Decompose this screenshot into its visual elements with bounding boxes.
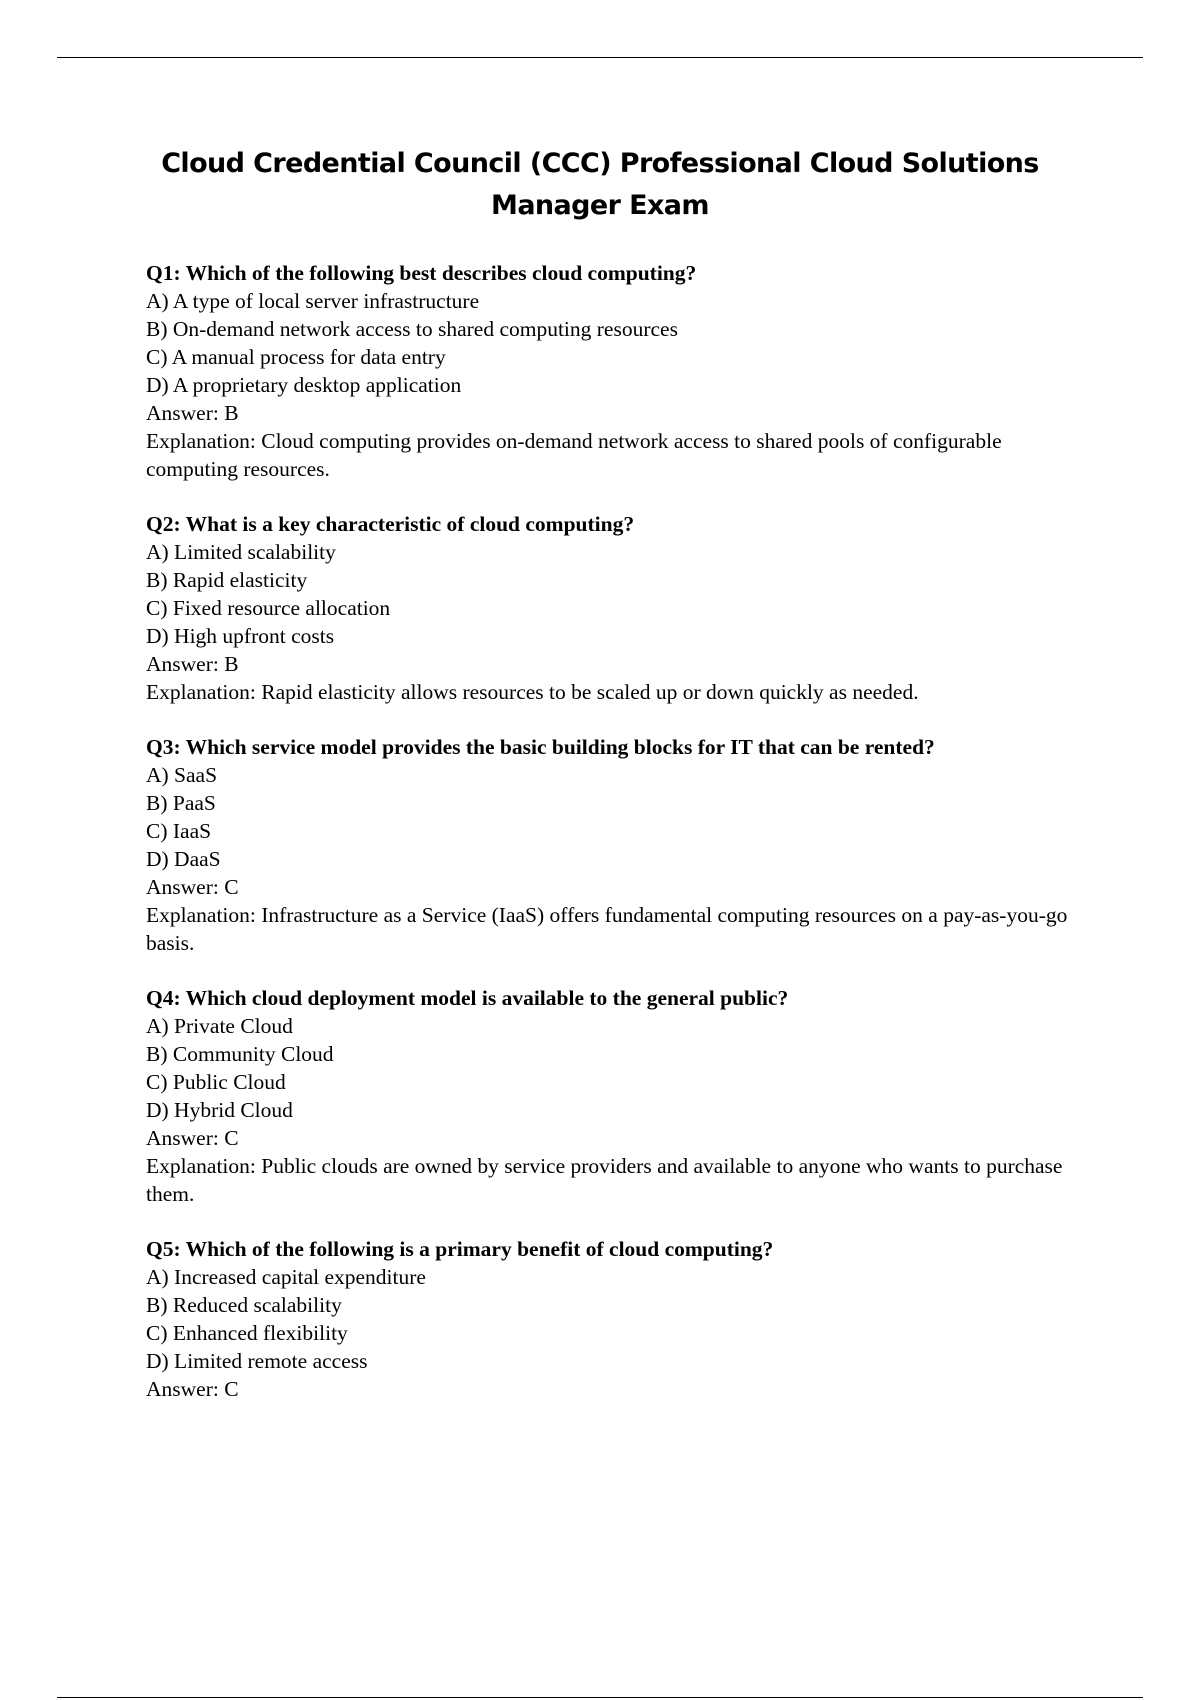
answer: Answer: C bbox=[146, 875, 239, 899]
question-text: Q2: What is a key characteristic of cloud computing? bbox=[146, 512, 635, 536]
option-b: B) Reduced scalability bbox=[146, 1293, 342, 1317]
explanation: Explanation: Public clouds are owned by service providers and available to anyone who wants to purchase them. bbox=[146, 1154, 1063, 1206]
explanation: Explanation: Cloud computing provides on-demand network access to shared pools of configurable computing resources. bbox=[146, 429, 1002, 481]
option-a: A) A type of local server infrastructure bbox=[146, 289, 480, 313]
answer: Answer: C bbox=[146, 1126, 239, 1150]
option-d: D) DaaS bbox=[146, 847, 221, 871]
top-rule bbox=[57, 57, 1143, 58]
option-a: A) Increased capital expenditure bbox=[146, 1265, 426, 1289]
question-block bbox=[146, 510, 1096, 706]
option-c: C) IaaS bbox=[146, 819, 212, 843]
answer: Answer: C bbox=[146, 1377, 239, 1401]
option-a: A) Limited scalability bbox=[146, 540, 336, 564]
option-b: B) PaaS bbox=[146, 791, 216, 815]
question-text: Q5: Which of the following is a primary benefit of cloud computing? bbox=[146, 1237, 774, 1261]
option-d: D) A proprietary desktop application bbox=[146, 373, 462, 397]
bottom-rule bbox=[57, 1697, 1143, 1698]
question-text: Q4: Which cloud deployment model is available to the general public? bbox=[146, 986, 789, 1010]
option-c: C) Fixed resource allocation bbox=[146, 596, 391, 620]
document-title: Cloud Credential Council (CCC) Professional Cloud Solutions Manager Exam bbox=[161, 148, 1039, 221]
option-a: A) SaaS bbox=[146, 763, 218, 787]
option-c: C) Enhanced flexibility bbox=[146, 1321, 348, 1345]
option-d: D) Hybrid Cloud bbox=[146, 1098, 293, 1122]
option-d: D) High upfront costs bbox=[146, 624, 335, 648]
question-block bbox=[146, 733, 1096, 957]
option-c: C) A manual process for data entry bbox=[146, 345, 446, 369]
option-d: D) Limited remote access bbox=[146, 1349, 368, 1373]
explanation: Explanation: Infrastructure as a Service (IaaS) offers fundamental computing resources on a pay-as-you-go basis. bbox=[146, 903, 1068, 955]
question-text: Q3: Which service model provides the basic building blocks for IT that can be rented? bbox=[146, 735, 935, 759]
answer: Answer: B bbox=[146, 652, 239, 676]
option-b: B) Rapid elasticity bbox=[146, 568, 308, 592]
question-block bbox=[146, 984, 1096, 1208]
option-b: B) On-demand network access to shared computing resources bbox=[146, 317, 678, 341]
option-c: C) Public Cloud bbox=[146, 1070, 286, 1094]
option-a: A) Private Cloud bbox=[146, 1014, 293, 1038]
answer: Answer: B bbox=[146, 401, 239, 425]
question-block bbox=[146, 259, 1096, 483]
question-text: Q1: Which of the following best describes cloud computing? bbox=[146, 261, 697, 285]
question-list bbox=[146, 259, 1096, 1430]
question-block bbox=[146, 1235, 1096, 1403]
explanation: Explanation: Rapid elasticity allows resources to be scaled up or down quickly as needed. bbox=[146, 680, 919, 704]
option-b: B) Community Cloud bbox=[146, 1042, 334, 1066]
